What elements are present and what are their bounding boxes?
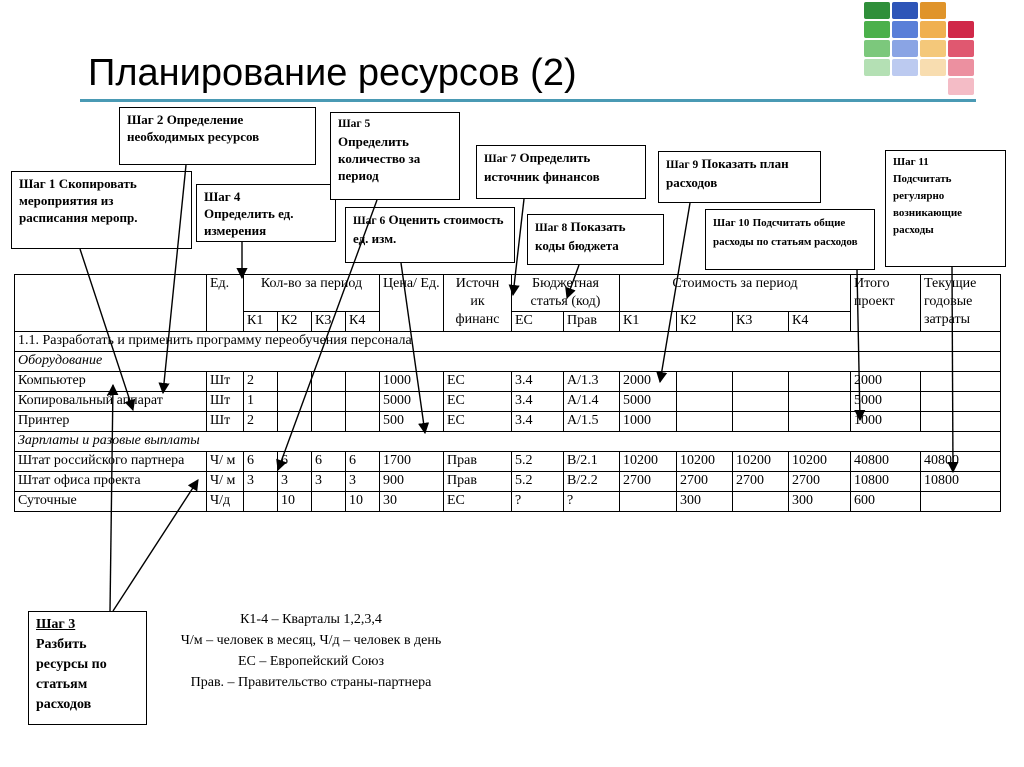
cell-q3: 6: [312, 452, 346, 472]
header-qty: Кол-во за период: [244, 275, 380, 312]
cell-q3: [312, 412, 346, 432]
subheader-q2: К2: [278, 312, 312, 332]
cell-q4: [346, 412, 380, 432]
cell-c3: 2700: [733, 472, 789, 492]
step-9-box: [658, 151, 821, 203]
cell-price: 500: [380, 412, 444, 432]
legend-line: Ч/м – человек в месяц, Ч/д – человек в день: [180, 633, 442, 648]
cell-source: Прав: [444, 452, 512, 472]
cell-prav: В/2.2: [564, 472, 620, 492]
cell-ec: 5.2: [512, 472, 564, 492]
header-row-1: [15, 275, 1001, 312]
cell-q1: 2: [244, 372, 278, 392]
cell-source: ЕС: [444, 412, 512, 432]
title-underline: [80, 99, 976, 102]
step-11-box: [885, 150, 1006, 267]
activity-row: [15, 332, 1001, 352]
cell-c3: [733, 412, 789, 432]
step-8-label: Шаг 8: [535, 222, 568, 234]
step-7-text: Определить источник финансов: [484, 150, 600, 184]
cell-q3: [312, 492, 346, 512]
cell-price: 30: [380, 492, 444, 512]
cell-q3: [312, 372, 346, 392]
cell-name: Штат офиса проекта: [15, 472, 207, 492]
step-9-text: Показать план расходов: [666, 156, 789, 190]
subheader-c3: К3: [733, 312, 789, 332]
cell-q2: [278, 372, 312, 392]
cubes-logo: [862, 0, 982, 100]
cell-name: Суточные: [15, 492, 207, 512]
cell-q1: [244, 492, 278, 512]
resource-table: [14, 274, 1001, 512]
step-3-text: Разбить ресурсы по статьям расходов: [36, 637, 107, 712]
step-6-label: Шаг 6: [353, 215, 386, 227]
cell-c3: 10200: [733, 452, 789, 472]
cell-c2: [677, 372, 733, 392]
cell-ec: 3.4: [512, 412, 564, 432]
cell-current: [921, 492, 1001, 512]
activity-title: 1.1. Разработать и применить программу переобучения персонала: [15, 332, 1001, 352]
cell-source: Прав: [444, 472, 512, 492]
slide-title: Планирование ресурсов (2): [88, 52, 577, 94]
subheader-c4: К4: [789, 312, 851, 332]
step-8-box: [527, 214, 664, 265]
subheader-c1: К1: [620, 312, 677, 332]
cell-source: ЕС: [444, 492, 512, 512]
cell-q4: [346, 392, 380, 412]
cell-price: 5000: [380, 392, 444, 412]
cell-price: 900: [380, 472, 444, 492]
table-row: [15, 372, 1001, 392]
step-1-text: Скопировать мероприятия из расписания меропр.: [19, 176, 138, 225]
header-total: Итого проект: [851, 275, 921, 332]
step-5-box: [330, 112, 460, 200]
step-2-text: Определение необходимых ресурсов: [127, 112, 260, 144]
header-cost: Стоимость за период: [620, 275, 851, 312]
step-6-text: Оценить стоимость ед. изм.: [353, 212, 504, 246]
cell-total: 1000: [851, 412, 921, 432]
cell-q2: [278, 392, 312, 412]
cell-c3: [733, 492, 789, 512]
cell-price: 1000: [380, 372, 444, 392]
table-row: [15, 412, 1001, 432]
cell-ec: 3.4: [512, 372, 564, 392]
cell-c3: [733, 372, 789, 392]
step-2-box: [119, 107, 316, 165]
cell-unit: Ч/ м: [207, 452, 244, 472]
cell-total: 5000: [851, 392, 921, 412]
subheader-c2: К2: [677, 312, 733, 332]
legend-line: К1-4 – Кварталы 1,2,3,4: [240, 612, 382, 627]
cell-name: Копировальный аппарат: [15, 392, 207, 412]
step-10-box: [705, 209, 875, 270]
table-row: [15, 492, 1001, 512]
cell-q4: 10: [346, 492, 380, 512]
cell-q4: [346, 372, 380, 392]
cell-q4: 6: [346, 452, 380, 472]
table-row: [15, 472, 1001, 492]
subheader-q3: К3: [312, 312, 346, 332]
legend: [150, 609, 472, 693]
cell-c4: [789, 412, 851, 432]
cell-total: 40800: [851, 452, 921, 472]
cell-c1: 2000: [620, 372, 677, 392]
cell-prav: А/1.3: [564, 372, 620, 392]
step-2-label: Шаг 2: [127, 112, 164, 127]
cell-prav: А/1.4: [564, 392, 620, 412]
cell-c2: 300: [677, 492, 733, 512]
cell-current: 40800: [921, 452, 1001, 472]
cell-q3: 3: [312, 472, 346, 492]
step-4-label: Шаг 4: [204, 189, 241, 204]
subheader-q1: К1: [244, 312, 278, 332]
step-11-label: Шаг 11: [893, 156, 929, 168]
cell-q4: 3: [346, 472, 380, 492]
cell-ec: 5.2: [512, 452, 564, 472]
cell-total: 10800: [851, 472, 921, 492]
cell-q1: 1: [244, 392, 278, 412]
cell-c1: 1000: [620, 412, 677, 432]
cell-q2: [278, 412, 312, 432]
cell-c4: [789, 392, 851, 412]
cell-c1: [620, 492, 677, 512]
cell-unit: Шт: [207, 412, 244, 432]
step-1-label: Шаг 1: [19, 176, 56, 191]
cell-price: 1700: [380, 452, 444, 472]
cell-q2: 10: [278, 492, 312, 512]
table-row: [15, 452, 1001, 472]
cell-total: 600: [851, 492, 921, 512]
cell-current: [921, 372, 1001, 392]
section-equipment: Оборудование: [15, 352, 1001, 372]
cell-c3: [733, 392, 789, 412]
step-7-box: [476, 145, 646, 199]
header-source: Источн ик финанс: [444, 275, 512, 332]
section-row: [15, 352, 1001, 372]
cell-source: ЕС: [444, 372, 512, 392]
cell-c1: 5000: [620, 392, 677, 412]
legend-line: Прав. – Правительство страны-партнера: [190, 675, 432, 690]
step-10-label: Шаг 10: [713, 217, 750, 229]
cell-name: Штат российского партнера: [15, 452, 207, 472]
cell-current: [921, 392, 1001, 412]
header-unit: Ед.: [207, 275, 244, 332]
cell-ec: ?: [512, 492, 564, 512]
cell-unit: Ч/д: [207, 492, 244, 512]
cell-c4: [789, 372, 851, 392]
cell-ec: 3.4: [512, 392, 564, 412]
cell-q1: 3: [244, 472, 278, 492]
step-6-box: [345, 207, 515, 263]
step-11-text: Подсчитать регулярно возникающие расходы: [893, 173, 963, 236]
step-4-box: [196, 184, 336, 242]
table-row: [15, 392, 1001, 412]
legend-line: ЕС – Европейский Союз: [237, 654, 385, 669]
step-10-text: Подсчитать общие расходы по статьям расходов: [713, 217, 858, 248]
cell-c4: 10200: [789, 452, 851, 472]
cell-c4: 2700: [789, 472, 851, 492]
cell-unit: Шт: [207, 392, 244, 412]
cell-prav: ?: [564, 492, 620, 512]
step-1-box: [11, 171, 192, 249]
subheader-ec: ЕС: [512, 312, 564, 332]
step-8-text: Показать коды бюджета: [535, 219, 626, 253]
step-5-text: Определить количество за период: [338, 134, 421, 183]
step-7-label: Шаг 7: [484, 153, 517, 165]
step-3-label: Шаг 3: [36, 617, 76, 632]
cell-source: ЕС: [444, 392, 512, 412]
cell-q3: [312, 392, 346, 412]
cell-c1: 10200: [620, 452, 677, 472]
header-name: [15, 275, 207, 332]
cell-q2: 6: [278, 452, 312, 472]
cell-c2: [677, 412, 733, 432]
cell-name: Компьютер: [15, 372, 207, 392]
cell-c4: 300: [789, 492, 851, 512]
cell-q2: 3: [278, 472, 312, 492]
section-row: [15, 432, 1001, 452]
cell-c2: [677, 392, 733, 412]
header-price: Цена/ Ед.: [380, 275, 444, 332]
cell-current: [921, 412, 1001, 432]
cell-q1: 6: [244, 452, 278, 472]
section-salaries: Зарплаты и разовые выплаты: [15, 432, 1001, 452]
header-current: Текущие годовые затраты: [921, 275, 1001, 332]
cell-current: 10800: [921, 472, 1001, 492]
subheader-prav: Прав: [564, 312, 620, 332]
step-9-label: Шаг 9: [666, 159, 699, 171]
cell-total: 2000: [851, 372, 921, 392]
cell-q1: 2: [244, 412, 278, 432]
cell-unit: Ч/ м: [207, 472, 244, 492]
step-5-label: Шаг 5: [338, 118, 371, 130]
step-4-text: Определить ед. измерения: [204, 206, 294, 238]
subheader-q4: К4: [346, 312, 380, 332]
cell-name: Принтер: [15, 412, 207, 432]
step-3-box: [28, 611, 147, 725]
cell-c2: 2700: [677, 472, 733, 492]
cell-unit: Шт: [207, 372, 244, 392]
cell-prav: А/1.5: [564, 412, 620, 432]
cell-prav: В/2.1: [564, 452, 620, 472]
cell-c1: 2700: [620, 472, 677, 492]
header-budget: Бюджетная статья (код): [512, 275, 620, 312]
cell-c2: 10200: [677, 452, 733, 472]
